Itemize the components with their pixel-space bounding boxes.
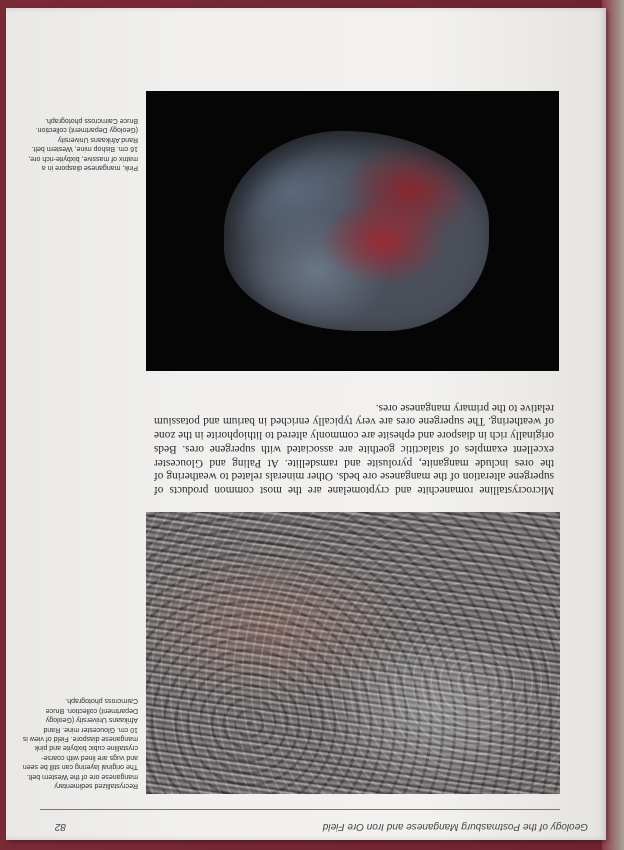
book-page: [6, 8, 606, 840]
page-number: 82: [54, 821, 66, 832]
running-head: Geology of the Postmasburg Manganese and Iron Ore Field: [322, 821, 588, 832]
figure-caption: Recrystallized sedimentary manganese ore of the Western belt. The original layering can still be seen and vugs are lined with coarse-crystalline cubic bixbyite and pink manganese diaspore. Field of view is 10 cm. Gloucester mine. Rand Afrikaans University (Geology Department) collection. Bruce Cairncross photograph.: [22, 697, 138, 789]
specimen-photo: [146, 91, 559, 371]
ore-texture: [146, 512, 560, 794]
footer-rule: [40, 809, 560, 810]
diaspore-specimen: [224, 131, 489, 331]
figure-caption: Pink, manganese diaspore in a matrix of massive, bixbyite-rich ore, 16 cm. Bishop mine, Western belt. Rand Afrikaans University (Geology Department) collection. Bruce Cairncross photograph.: [28, 116, 138, 171]
layered-ore-photo: [146, 512, 560, 794]
page-content-inverted: [6, 8, 606, 840]
body-paragraph: Microcrystalline romanechite and cryptomelane are the most common products of supergene alteration of the manganese ore beds. Other minerals related to weathering of the ores include manganite, pyrolusite and ramsdellite. At Paling and Gloucester excellent examples of stalactitic goethite are associated with supergene ores. Beds originally rich in diaspore and ephesite are commonly altered to lithiophorite in the zone of weathering. The supergene ores are very typically enriched in barium and potassium relative to the primary manganese ores.: [154, 401, 554, 496]
page-footer: [6, 818, 606, 832]
